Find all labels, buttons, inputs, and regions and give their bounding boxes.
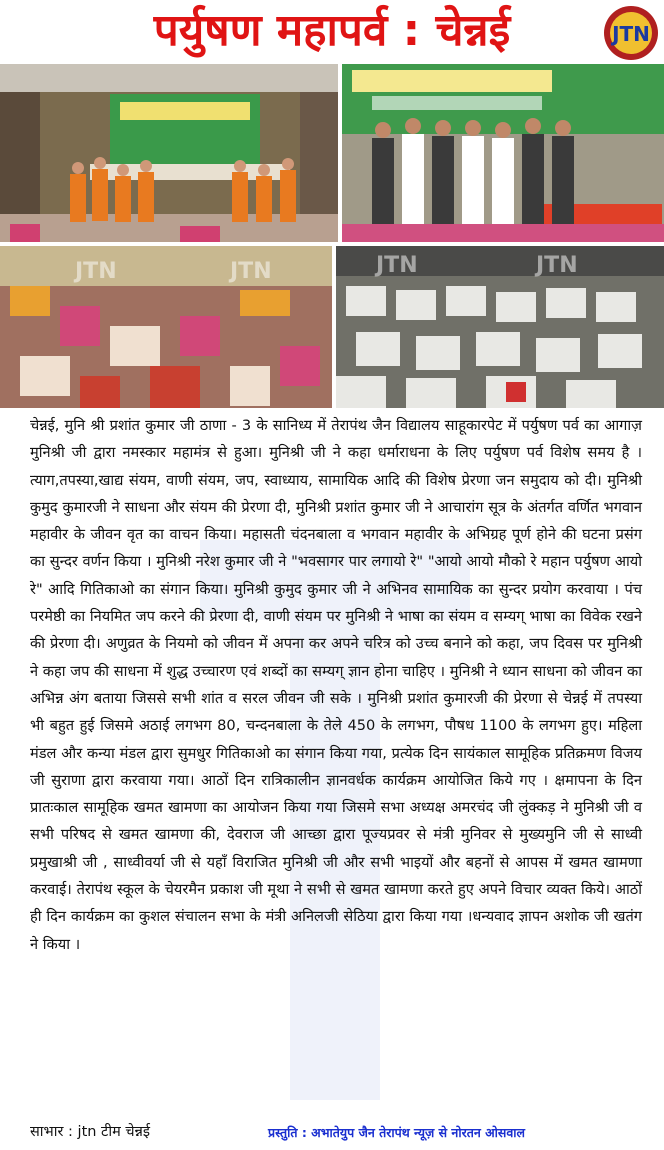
photo-men-audience (336, 246, 664, 408)
photo-watermark-4: JTN (536, 253, 578, 278)
photo-watermark-1: JTN (75, 259, 117, 284)
logo-text: JTN (612, 22, 650, 46)
photo-women-singing (0, 64, 338, 242)
footer-presented-by: प्रस्तुति : अभातेयुप जैन तेरापंथ न्यूज़ से नोरतन ओसवाल (268, 1125, 526, 1140)
photo-women-audience (0, 246, 332, 408)
photo-men-speaking (342, 64, 664, 242)
photo-collage (0, 64, 664, 408)
photo-watermark-3: JTN (376, 253, 418, 278)
headline: पर्युषण महापर्व : चेन्नई (153, 5, 511, 56)
jtn-logo (602, 4, 660, 62)
article-text: चेन्नई, मुनि श्री प्रशांत कुमार जी ठाणा - 3 के सानिध्य में तेरापंथ जैन विद्यालय साहूकारपेट में पर्युषण पर्व का आगाज़ मुनिश्री जी द्वारा नमस्कार महामंत्र से हुआ। मुनिश्री जी ने कहा धर्माराधना के लिए पर्युषण पर्व विशेष समय है । त्याग,तपस्या,खाद्य संयम, वाणी संयम, जप, स्वाध्याय, सामायिक आदि की विशेष प्रेरणा जन समुदाय को दी। मुनिश्री कुमुद कुमारजी ने साधना और संयम की प्रेरणा दी, मुनिश्री प्रशांत कुमार जी ने आचारांग सूत्र के अंतर्गत वर्णित भगवान महावीर के जीवन वृत का वाचन किया। महासती चंदनबाला व भगवान महावीर के अभिग्रह पूर्ण होने की घटना प्रसंग का सुन्दर वर्णन किया । मुनिश्री नरेश कुमार जी ने "भवसागर पार लगायो रे" "आयो आयो मौको रे महान पर्युषण आयो रे" आदि गितिकाओ का संगान किया। मुनिश्री कुमुद कुमार जी ने अभिनव सामायिक का सुन्दर प्रयोग करवाया । पंच परमेष्ठी का नियमित जप करने की प्रेरणा दी, वाणी संयम पर मुनिश्री ने भाषा का संयम व सम्यग् भाषा का विवेक रखने की प्रेरणा दी। अणुव्रत के नियमो को जीवन में अपना कर अपने चरित्र को उच्च बनाने को कहा, जप दिवस पर मुनिश्री ने कहा जप की साधना में शुद्ध उच्चारण एवं शब्दों का सम्यग् ज्ञान होना चाहिए । मुनिश्री ने ध्यान साधना को जीवन का अभिन्न अंग बताया जिससे सभी शांत व सरल जीवन जी सके । मुनिश्री प्रशांत कुमारजी की प्रेरणा से चेन्नई में तपस्या भी बहुत हुई जिसमे अठाई लगभग 80, चन्दनबाला के तेले 450 के लगभग, पौषध 1100 के लगभग हुए। महिला मंडल और कन्या मंडल द्वारा सुमधुर गितिकाओ का संगान किया गया, प्रत्येक दिन सायंकाल सामूहिक प्रतिक्रमण विजय जी सुराणा द्वारा करवाया गया। आठों दिन रात्रिकालीन ज्ञानवर्धक कार्यक्रम आयोजित किये गए । क्षमापना के दिन प्रातःकाल सामूहिक खमत खामणा का आयोजन किया गया जिसमे सभा अध्यक्ष अमरचंद जी लुंक्कड़ ने मुनिश्री जी व सभी परिषद से खमत खामणा की, देवराज जी आच्छा द्वारा पूज्यप्रवर से मंत्री मुनिवर से मुख्यमुनि जी से साध्वी प्रमुखाश्री जी , साध्वीवर्या जी से यहाँ विराजित मुनिश्री जी और सभी भाइयों और बहनों से आपस में खमत खामणा करवाई। तेरापंथ स्कूल के चेयरमैन प्रकाश जी मूथा ने सभी से खमत खामणा करते हुए अपने विचार व्यक्त किये। आठों ही दिन कार्यक्रम का कुशल संचालन सभा के मंत्री अनिलजी सेठिया द्वारा किया गया ।धन्यवाद ज्ञापन अशोक जी खतंग ने किया । (30, 417, 642, 953)
photo-watermark-2: JTN (230, 259, 272, 284)
footer-credit: साभार : jtn टीम चेन्नई (30, 1124, 150, 1140)
article-body (30, 412, 642, 958)
